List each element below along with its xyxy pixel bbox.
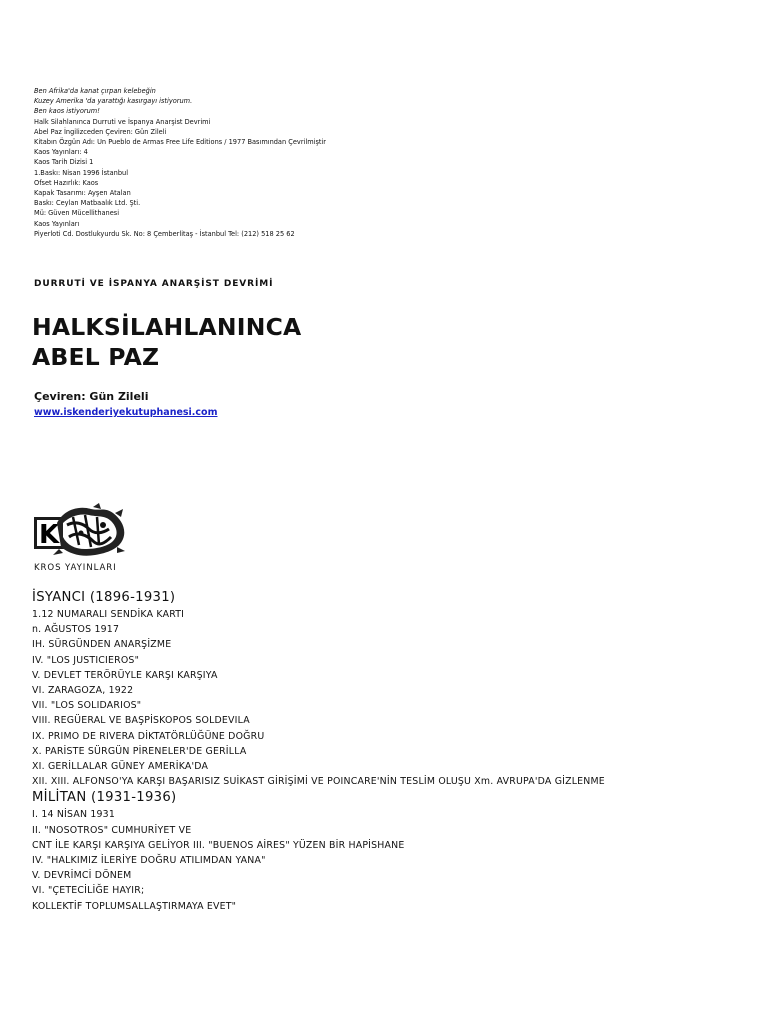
toc-chapter: VII. "LOS SOLIDARIOS" xyxy=(32,700,142,712)
title-line-author: ABEL PAZ xyxy=(32,343,160,371)
front-matter-line: Kapak Tasarımı: Ayşen Atalan xyxy=(34,189,131,198)
front-matter-line: Kaos Tarih Dizisi 1 xyxy=(34,158,94,167)
toc-chapter: IV. "HALKIMIZ İLERİYE DOĞRU ATILIMDAN YANA" xyxy=(32,855,266,867)
front-matter-line: Kaos Yayınları xyxy=(34,219,80,228)
front-matter-line: Baskı: Ceylan Matbaalık Ltd. Şti. xyxy=(34,199,141,208)
toc-chapter: X. PARİSTE SÜRGÜN PİRENELER'DE GERİLLA xyxy=(32,745,247,757)
front-matter-line: Ofset Hazırlık: Kaos xyxy=(34,178,99,187)
toc-chapter: V. DEVLET TERÖRÜYLE KARŞI KARŞIYA xyxy=(32,669,218,681)
toc-part-heading: MİLİTAN (1931-1936) xyxy=(32,790,177,806)
translator-credit: Çeviren: Gün Zileli xyxy=(34,390,149,403)
toc-chapter: KOLLEKTİF TOPLUMSALLAŞTIRMAYA EVET" xyxy=(32,900,237,912)
kaos-logo-icon xyxy=(33,503,129,561)
logo-letter: K xyxy=(39,520,60,550)
front-matter-line: Abel Paz İngilizceden Çeviren: Gün Zileli xyxy=(34,127,167,136)
toc-chapter: IH. SÜRGÜNDEN ANARŞİZME xyxy=(32,639,172,651)
toc-chapter: IV. "LOS JUSTICIEROS" xyxy=(32,654,140,666)
front-matter-line: Mü: Güven Mücellithanesi xyxy=(34,209,120,218)
book-title xyxy=(32,312,301,372)
front-matter-line: Kuzey Amerika 'da yarattığı kasırgayı istiyorum. xyxy=(34,97,193,106)
front-matter-line: Kitabın Özgün Adı: Un Pueblo de Armas Free Life Editions / 1977 Basımından Çevrilmiştir xyxy=(34,138,327,147)
toc-part-heading: İSYANCI (1896-1931) xyxy=(32,590,176,605)
toc-chapter: 1.12 NUMARALI SENDİKA KARTI xyxy=(32,609,185,620)
front-matter-line: Halk Silahlanınca Durruti ve İspanya Anarşist Devrimi xyxy=(34,117,211,126)
toc-chapter: n. AĞUSTOS 1917 xyxy=(32,624,120,636)
publisher-name: KROS YAYINLARI xyxy=(34,563,117,573)
toc-chapter: I. 14 NİSAN 1931 xyxy=(32,809,116,821)
front-matter-line: Ben kaos istiyorum! xyxy=(34,107,100,116)
front-matter xyxy=(34,86,734,239)
front-matter-line: Kaos Yayınları: 4 xyxy=(34,148,88,157)
toc-chapter: XII. XIII. ALFONSO'YA KARŞI BAŞARISIZ SUİKAST GİRİŞİMİ VE POINCARE'NİN TESLİM OLUŞU Xm. AVRUPA'DA GİZLENME xyxy=(32,776,605,788)
toc-chapter: VI. ZARAGOZA, 1922 xyxy=(32,685,134,697)
book-subtitle: DURRUTİ VE İSPANYA ANARŞİST DEVRİMİ xyxy=(34,279,274,289)
toc-chapter: XI. GERİLLALAR GÜNEY AMERİKA'DA xyxy=(32,761,209,773)
website-link[interactable]: www.iskenderiyekutuphanesi.com xyxy=(34,407,218,418)
toc-chapter: VIII. REGÜERAL VE BAŞPİSKOPOS SOLDEVILA xyxy=(32,715,250,727)
front-matter-line: Piyerloti Cd. Dostlukyurdu Sk. No: 8 Çemberlitaş - İstanbul Tel: (212) 518 25 62 xyxy=(34,229,295,238)
front-matter-line: Ben Afrika'da kanat çırpan kelebeğin xyxy=(34,87,156,95)
toc-chapter: II. "NOSOTROS" CUMHURİYET VE xyxy=(32,824,192,836)
toc-chapter: V. DEVRİMCİ DÖNEM xyxy=(32,870,132,882)
front-matter-line: 1.Baskı: Nisan 1996 İstanbul xyxy=(34,168,129,177)
toc-chapter: VI. "ÇETECİLİĞE HAYIR; xyxy=(32,885,145,897)
table-of-contents xyxy=(32,589,747,914)
title-line-main: HALKSİLAHLANINCA xyxy=(32,313,302,341)
toc-chapter: CNT İLE KARŞI KARŞIYA GELİYOR III. "BUENOS AİRES" YÜZEN BİR HAPİSHANE xyxy=(32,839,405,851)
toc-chapter: IX. PRIMO DE RIVERA DİKTATÖRLÜĞÜNE DOĞRU xyxy=(32,730,265,742)
